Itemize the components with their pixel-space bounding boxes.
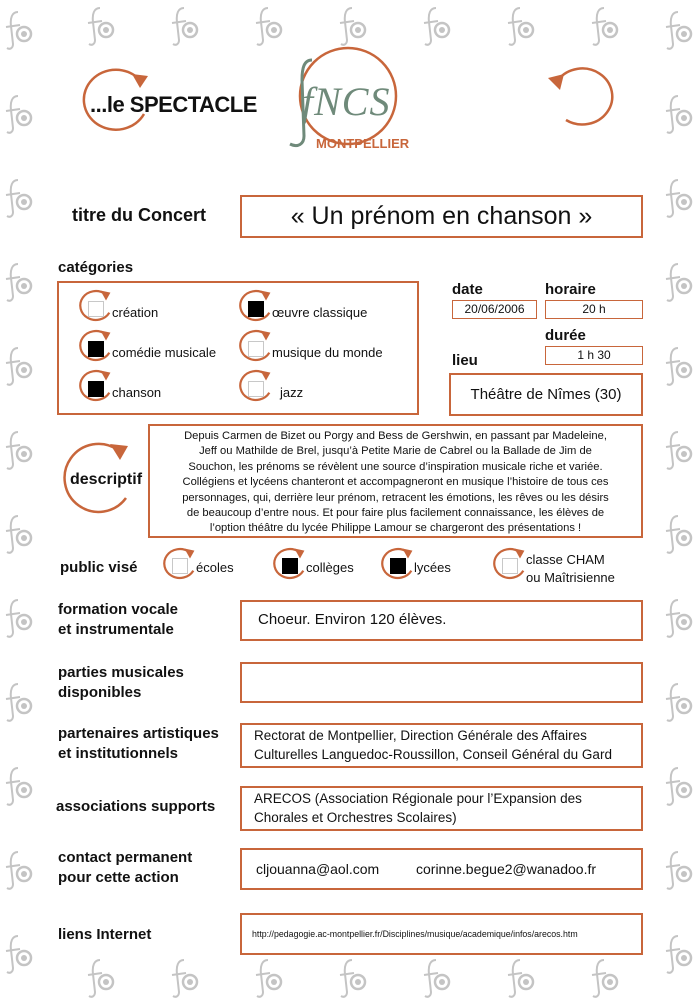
public-checkbox[interactable] — [390, 558, 406, 574]
descriptif-box — [148, 424, 643, 538]
liens-url[interactable]: http://pedagogie.ac-montpellier.fr/Disciplines/musique/academique/infos/arecos.htm — [252, 929, 578, 939]
partenaires-line-2: Culturelles Languedoc-Roussillon, Conseil Général du Gard — [254, 747, 612, 762]
partenaires-line-1: Rectorat de Montpellier, Direction Générale des Affaires — [254, 728, 587, 743]
logo-city: MONTPELLIER — [316, 136, 410, 151]
fc-watermark-icon — [506, 958, 536, 998]
fc-watermark-icon — [664, 682, 694, 722]
fc-watermark-icon — [254, 958, 284, 998]
fc-watermark-icon — [4, 934, 34, 974]
concert-title-box — [240, 195, 643, 238]
parties-box — [240, 662, 643, 703]
fc-watermark-icon — [422, 6, 452, 46]
fc-watermark-icon — [86, 958, 116, 998]
fncs-logo — [278, 40, 418, 160]
fc-watermark-icon — [664, 850, 694, 890]
fc-watermark-icon — [4, 514, 34, 554]
public-label: lycées — [414, 560, 451, 575]
liens-box — [240, 913, 643, 955]
category-checkbox[interactable] — [88, 381, 104, 397]
lieu-box — [449, 373, 643, 416]
categories-label: catégories — [58, 259, 134, 276]
partenaires-box — [240, 723, 643, 768]
contact-label-2: pour cette action — [58, 869, 179, 886]
category-label: comédie musicale — [112, 345, 217, 360]
fc-watermark-icon — [664, 598, 694, 638]
fc-watermark-icon — [506, 6, 536, 46]
parties-label-1: parties musicales — [58, 664, 184, 681]
fc-watermark-icon — [664, 766, 694, 806]
fc-watermark-icon — [664, 430, 694, 470]
descriptif-label: descriptif — [70, 471, 143, 488]
fc-watermark-icon — [664, 94, 694, 134]
fc-watermark-icon — [4, 430, 34, 470]
contact-box — [240, 848, 643, 890]
parties-label-2: disponibles — [58, 684, 142, 701]
associations-line-1: ARECOS (Association Régionale pour l’Expansion des — [254, 791, 582, 806]
category-checkbox[interactable] — [248, 341, 264, 357]
descriptif-line: Jeff ou Mathilde de Brel, jusqu’à Petite Marie de Cabrel ou la Ballade de Jim de — [199, 445, 592, 458]
fc-watermark-icon — [664, 346, 694, 386]
fc-watermark-icon — [4, 766, 34, 806]
descriptif-line: de beaucoup d’entre nous. Et pour faire plus facilement connaissance, les élèves de — [186, 507, 605, 520]
public-checkbox[interactable] — [282, 558, 298, 574]
fc-watermark-icon — [422, 958, 452, 998]
formation-box — [240, 600, 643, 641]
fc-watermark-icon — [664, 178, 694, 218]
fc-watermark-icon — [590, 958, 620, 998]
fc-watermark-icon — [664, 10, 694, 50]
fc-watermark-icon — [170, 6, 200, 46]
associations-box — [240, 786, 643, 831]
descriptif-line: Collégiens et lycéens chanteront et accompagneront en musique l’histoire de tous ces — [182, 476, 609, 489]
fc-watermark-icon — [4, 598, 34, 638]
associations-label: associations supports — [56, 798, 216, 815]
lieu-label: lieu — [452, 352, 478, 369]
formation-label-2: et instrumentale — [58, 621, 174, 638]
category-checkbox[interactable] — [88, 341, 104, 357]
fc-watermark-icon — [4, 850, 34, 890]
section-title: ...le SPECTACLE — [90, 92, 257, 117]
formation-label-1: formation vocale — [58, 601, 179, 618]
descriptif-line: Souchon, les prénoms se révèlent une source d’inspiration musicale riche et variée. — [188, 460, 603, 473]
category-label: jazz — [280, 385, 304, 400]
category-checkbox[interactable] — [88, 301, 104, 317]
associations-line-2: Chorales et Orchestres Scolaires) — [254, 810, 457, 825]
public-label: classe CHAM — [526, 552, 605, 567]
fc-watermark-icon — [170, 958, 200, 998]
fc-watermark-icon — [664, 514, 694, 554]
public-checkbox[interactable] — [172, 558, 188, 574]
contact-label-1: contact permanent — [58, 849, 193, 866]
category-checkbox[interactable] — [248, 301, 264, 317]
fc-watermark-icon — [4, 682, 34, 722]
fc-watermark-icon — [86, 6, 116, 46]
descriptif-line: personnages, qui, derrière leur prénom, retracent les émotions, les rêves ou les désirs — [182, 491, 609, 504]
partenaires-label-2: et institutionnels — [58, 745, 178, 762]
fc-watermark-icon — [4, 346, 34, 386]
date-value: 20/06/2006 — [452, 300, 537, 319]
duree-label: durée — [545, 327, 586, 344]
category-label: chanson — [112, 385, 162, 400]
fc-watermark-icon — [664, 262, 694, 302]
horaire-value: 20 h — [545, 300, 643, 319]
public-label: public visé — [60, 559, 138, 576]
descriptif-line: l’option théâtre du lycée Philippe Lamour se chargeront des présentations ! — [209, 522, 582, 535]
logo-letters: fNCS — [302, 79, 391, 124]
formation-value: Choeur. Environ 120 élèves. — [258, 611, 447, 628]
arrow-circle-icon — [540, 62, 620, 134]
fc-watermark-icon — [338, 958, 368, 998]
public-checkbox[interactable] — [502, 558, 518, 574]
concert-title: « Un prénom en chanson » — [290, 202, 593, 230]
liens-label: liens Internet — [58, 926, 152, 943]
fc-watermark-icon — [4, 94, 34, 134]
duree-value: 1 h 30 — [545, 346, 643, 365]
category-label: musique du monde — [272, 345, 383, 360]
fc-watermark-icon — [664, 934, 694, 974]
fc-watermark-icon — [4, 10, 34, 50]
horaire-label: horaire — [545, 281, 596, 298]
partenaires-label-1: partenaires artistiques — [58, 725, 219, 742]
category-label: création — [112, 305, 159, 320]
date-label: date — [452, 281, 483, 298]
category-label: œuvre classique — [272, 305, 368, 320]
descriptif-line: Depuis Carmen de Bizet ou Porgy and Bess de Gershwin, en passant par Madeleine, — [184, 430, 607, 442]
concert-label: titre du Concert — [72, 205, 207, 225]
public-label: collèges — [306, 560, 354, 575]
public-label-line-2: ou Maîtrisienne — [526, 570, 615, 585]
descriptif-text — [154, 429, 637, 537]
fc-watermark-icon — [4, 262, 34, 302]
contact-email-2[interactable]: corinne.begue2@wanadoo.fr — [416, 861, 597, 877]
category-checkbox[interactable] — [248, 381, 264, 397]
contact-email-1[interactable]: cljouanna@aol.com — [256, 861, 380, 877]
public-label: écoles — [196, 560, 234, 575]
fc-watermark-icon — [590, 6, 620, 46]
fc-watermark-icon — [4, 178, 34, 218]
lieu-value: Théâtre de Nîmes (30) — [470, 386, 622, 403]
